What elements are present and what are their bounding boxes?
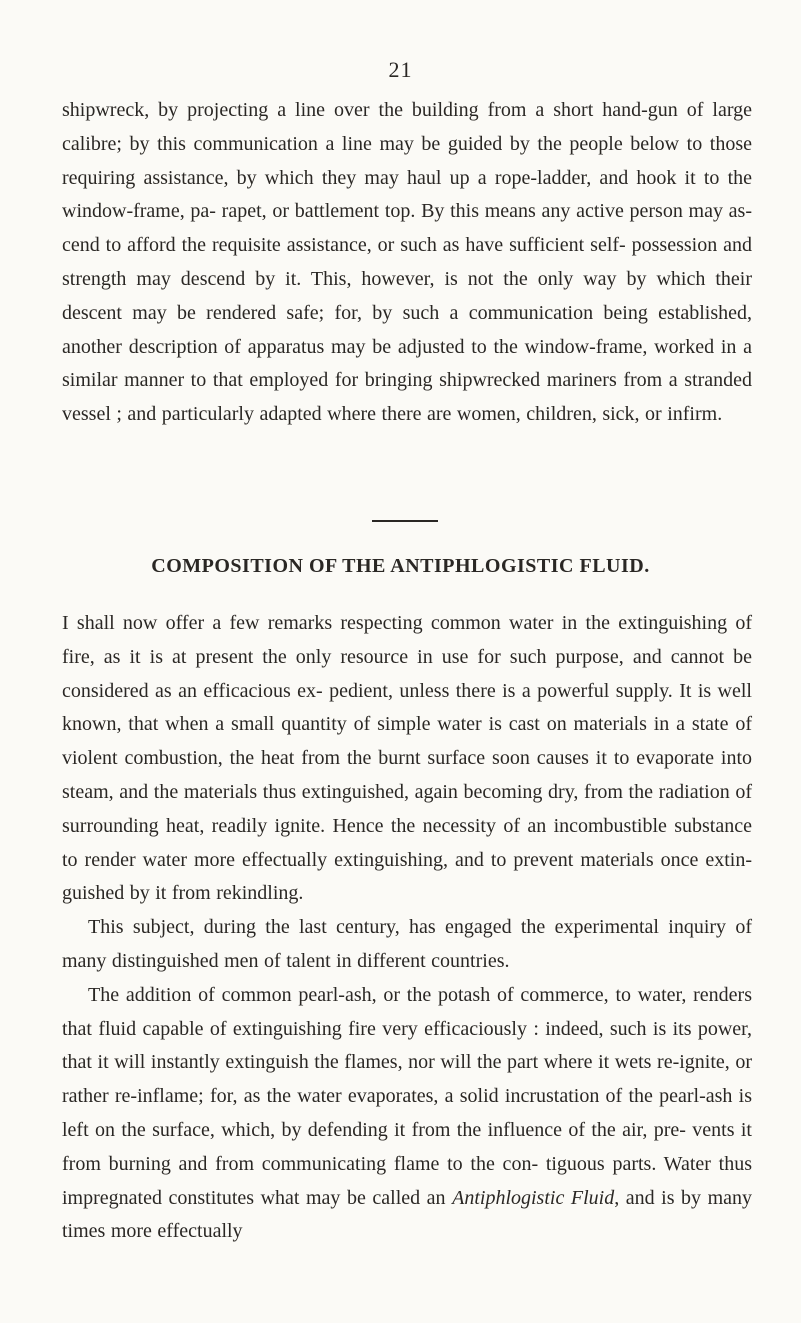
paragraph-remarks: I shall now offer a few remarks respecting common water in the extinguishing of fire, as it is at present the only resource in use for such purpose, and cannot be considered as an efficacious ex- pedient, unless there is a powerful supply. It is well known, that when a small quantity of simple water is cast on materials in a state of violent combustion, the heat from the burnt surface soon causes it to evaporate into steam, and the materials thus extinguished, again becoming dry, from the radiation of surrounding heat, readily ignite. Hence the necessity of an incombustible substance to render water more effectually extinguishing, and to prevent materials once extin- guished by it from rekindling. (62, 612, 752, 905)
antiphlogistic-fluid-term: Antiphlogistic Fluid (452, 1186, 615, 1209)
paragraph-pearl-ash (62, 979, 752, 1249)
paragraph-pearl-ash-end: , and is by many times more effectually (62, 1186, 753, 1243)
section-body (62, 607, 752, 1249)
section-heading: COMPOSITION OF THE ANTIPHLOGISTIC FLUID. (151, 555, 650, 577)
paragraph-shipwreck: shipwreck, by projecting a line over the building from a short hand-gun of large calibre; by this communication a line may be guided by the people below to those requiring assistance, by which they may haul up a rope-ladder, and hook it to the window-frame, pa- rapet, or battlement top. By this means any active person may as- cend to afford the requisite assistance, or such as have sufficient self- possession and strength may descend by it. This, however, is not the only way by which their descent may be rendered safe; for, by such a communication being established, another description of apparatus may be adjusted to the window-frame, worked in a similar manner to that employed for bringing shipwrecked mariners from a stranded vessel ; and particularly adapted where there are women, children, sick, or infirm. (62, 99, 752, 426)
page-number: 21 (388, 57, 413, 82)
paragraph-subject: This subject, during the last century, has engaged the experimental inquiry of many distinguished men of talent in different countries. (62, 916, 752, 972)
section-divider (372, 520, 438, 522)
paragraph-pearl-ash-start: The addition of common pearl-ash, or the potash of commerce, to water, renders that fluid capable of extinguishing fire very efficaciously : indeed, such is its power, that it will instantly extinguish the flames, nor will the part where it wets re-ignite, or rather re-inflame; for, as the water evaporates, a solid incrustation of the pearl-ash is left on the surface, which, by defending it from the influence of the air, pre- vents it from burning and from communicating flame to the con- tiguous parts. Water thus impregnated constitutes what may be called an (62, 983, 752, 1209)
